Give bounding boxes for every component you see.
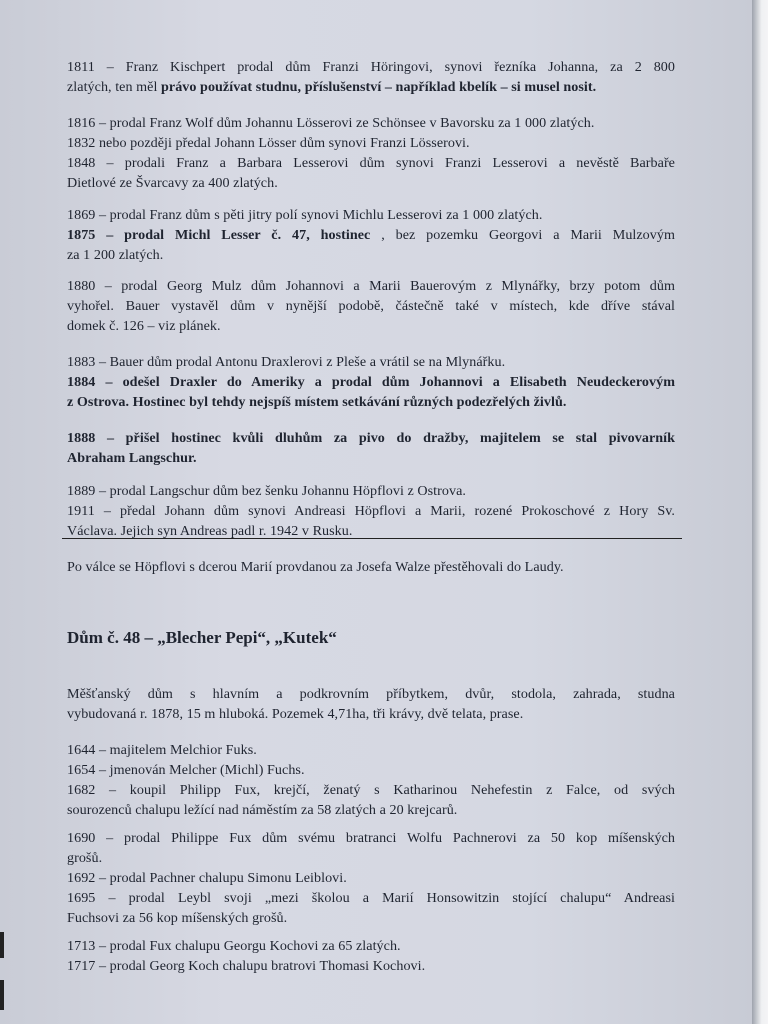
paragraph: [67, 352, 675, 412]
text: zlatých, ten měl: [67, 79, 161, 95]
text: 1717 – prodal Georg Koch chalupu bratrovi Thomasi Kochovi.: [67, 958, 426, 974]
text-line: [67, 276, 675, 296]
text-line: [67, 888, 675, 908]
text-line: [67, 245, 675, 265]
paragraph: [67, 684, 675, 724]
paragraph: [67, 113, 675, 193]
text-line: [67, 908, 675, 928]
text-line: [67, 296, 675, 316]
bold-text: Abraham Langschur.: [67, 450, 197, 466]
text-line: [67, 153, 675, 173]
text: 1880 – prodal Georg Mulz dům Johannovi a Marii Bauerovým z Mlynářky, brzy potom dům: [67, 278, 675, 294]
text: 1811 – Franz Kischpert prodal dům Franzi Höringovi, synovi řezníka Johanna, za 2 800: [67, 59, 675, 75]
binder-mark: [0, 980, 4, 1010]
text-line: [67, 828, 675, 848]
paragraph: [67, 740, 675, 820]
text: 1883 – Bauer dům prodal Antonu Draxlerovi z Pleše a vrátil se na Mlynářku.: [67, 354, 506, 370]
text: Po válce se Höpflovi s dcerou Marií provdanou za Josefa Walze přestěhovali do Laudy.: [67, 559, 564, 575]
bold-text: 1875 – prodal Michl Lesser č. 47, hostinec: [67, 227, 371, 243]
text-line: [67, 800, 675, 820]
section-heading: Dům č. 48 – „Blecher Pepi“, „Kutek“: [67, 628, 337, 647]
text: vyhořel. Bauer vystavěl dům v nynější podobě, částečně také v místech, kde dříve stával: [67, 298, 675, 314]
text-line: [67, 392, 675, 412]
text: 1695 – prodal Leybl svoji „mezi školou a Marií Honsowitzin stojící chalupu“ Andreasi: [67, 890, 675, 906]
paragraph: [67, 828, 675, 928]
text-line: [67, 936, 675, 956]
text: 1911 – předal Johann dům synovi Andreasi Höpflovi a Marii, rozené Prokoschové z Hory Sv.: [67, 503, 675, 519]
text-line: [67, 225, 675, 245]
text-line: [67, 113, 675, 133]
text: Dietlové ze Švarcavy za 400 zlatých.: [67, 175, 278, 191]
paragraph: [67, 936, 675, 976]
text-line: [67, 780, 675, 800]
text-line: [67, 77, 675, 97]
text-line: [67, 557, 675, 577]
text-line: [67, 428, 675, 448]
text-line: [67, 956, 675, 976]
bold-text: 1884 – odešel Draxler do Ameriky a prodal dům Johannovi a Elisabeth Neudeckerovým: [67, 374, 675, 390]
text: Měšťanský dům s hlavním a podkrovním příbytkem, dvůr, stodola, zahrada, studna: [67, 686, 675, 702]
text-line: [67, 57, 675, 77]
text: 1869 – prodal Franz dům s pěti jitry polí synovi Michlu Lesserovi za 1 000 zlatých.: [67, 207, 543, 223]
text-line: [67, 848, 675, 868]
text: 1644 – majitelem Melchior Fuks.: [67, 742, 257, 758]
text: , bez pozemku Georgovi a Marii Mulzovým: [370, 227, 675, 243]
paragraph: [67, 557, 675, 577]
text-line: [67, 448, 675, 468]
paragraph: [67, 57, 675, 97]
page-edge: [752, 0, 768, 1024]
text-line: [67, 868, 675, 888]
text: sourozenců chalupu ležící nad náměstím za 58 zlatých a 20 krejcarů.: [67, 802, 458, 818]
bold-text: 1888 – přišel hostinec kvůli dluhům za pivo do dražby, majitelem se stal pivovarník: [67, 430, 675, 446]
text: grošů.: [67, 850, 103, 866]
text-line: [67, 481, 675, 501]
bold-text: z Ostrova. Hostinec byl tehdy nejspíš místem setkávání různých podezřelých živlů.: [67, 394, 567, 410]
text-line: [67, 704, 675, 724]
paragraph: [67, 276, 675, 336]
text-line: [67, 316, 675, 336]
text: 1832 nebo později předal Johann Lösser dům synovi Franzi Lösserovi.: [67, 135, 470, 151]
text-line: [67, 372, 675, 392]
text: za 1 200 zlatých.: [67, 247, 164, 263]
text-line: [67, 684, 675, 704]
text: 1654 – jmenován Melcher (Michl) Fuchs.: [67, 762, 305, 778]
text: vybudovaná r. 1878, 15 m hluboká. Pozemek 4,71ha, tři krávy, dvě telata, prase.: [67, 706, 524, 722]
text-line: [67, 740, 675, 760]
text: 1713 – prodal Fux chalupu Georgu Kochovi za 65 zlatých.: [67, 938, 401, 954]
text: 1682 – koupil Philipp Fux, krejčí, ženatý s Katharinou Nehefestin z Falce, od svých: [67, 782, 675, 798]
section-divider: [62, 538, 682, 539]
text: Fuchsovi za 56 kop míšenských grošů.: [67, 910, 288, 926]
text: 1692 – prodal Pachner chalupu Simonu Leiblovi.: [67, 870, 347, 886]
text: 1848 – prodali Franz a Barbara Lesserovi dům synovi Franzi Lesserovi a nevěstě Barbaře: [67, 155, 675, 171]
text: Václava. Jejich syn Andreas padl r. 1942 v Rusku.: [67, 523, 353, 539]
text-line: [67, 133, 675, 153]
text: 1816 – prodal Franz Wolf dům Johannu Lösserovi ze Schönsee v Bavorsku za 1 000 zlatých.: [67, 115, 595, 131]
paragraph: [67, 428, 675, 468]
paragraph: [67, 481, 675, 541]
text-line: [67, 501, 675, 521]
text: 1690 – prodal Philippe Fux dům svému bratranci Wolfu Pachnerovi za 50 kop míšenských: [67, 830, 675, 846]
binder-mark: [0, 932, 4, 958]
text-line: [67, 205, 675, 225]
paragraph: [67, 205, 675, 265]
bold-text: právo používat studnu, příslušenství – například kbelík – si musel nosit.: [161, 79, 597, 95]
text: domek č. 126 – viz plánek.: [67, 318, 221, 334]
text: 1889 – prodal Langschur dům bez šenku Johannu Höpflovi z Ostrova.: [67, 483, 466, 499]
text-line: [67, 352, 675, 372]
text-line: [67, 173, 675, 193]
text-line: [67, 760, 675, 780]
